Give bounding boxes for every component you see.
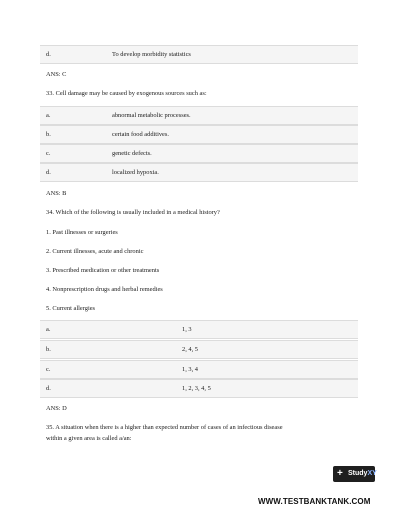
- option-text: 1, 3, 4: [182, 366, 198, 373]
- option-label: b.: [46, 131, 51, 138]
- q33-option-b: [40, 125, 358, 144]
- q34-item-3: 3. Prescribed medication or other treatments: [46, 267, 160, 274]
- studyxy-logo-badge[interactable]: [333, 466, 375, 482]
- brand-accent: XY: [367, 470, 377, 477]
- q35-question-line-2: within a given area is called a/an:: [46, 435, 132, 442]
- option-label: d.: [46, 51, 51, 58]
- q35-question-line-1: 35. A situation when there is a higher than expected number of cases of an infectious disease: [46, 424, 283, 431]
- q32-option-d: [40, 45, 358, 64]
- option-label: c.: [46, 366, 51, 373]
- option-label: c.: [46, 150, 51, 157]
- q34-item-1: 1. Past illnesses or surgeries: [46, 229, 118, 236]
- q34-item-5: 5. Current allergies: [46, 305, 96, 312]
- q34-option-c: [40, 360, 358, 379]
- option-text: 1, 2, 3, 4, 5: [182, 385, 211, 392]
- q34-item-4: 4. Nonprescription drugs and herbal remedies: [46, 286, 163, 293]
- option-text: 2, 4, 5: [182, 346, 198, 353]
- option-text: 1, 3: [182, 326, 192, 333]
- option-label: d.: [46, 169, 51, 176]
- option-text: abnormal metabolic processes.: [112, 112, 191, 119]
- q32-answer: ANS: C: [46, 71, 67, 78]
- q33-option-a: [40, 106, 358, 125]
- option-text: certain food additives.: [112, 131, 169, 138]
- option-label: a.: [46, 112, 51, 119]
- q34-question: 34. Which of the following is usually included in a medical history?: [46, 209, 220, 216]
- q34-option-d: [40, 379, 358, 398]
- brand-text: [348, 466, 377, 482]
- option-label: d.: [46, 385, 51, 392]
- brand-name: Study: [348, 470, 368, 477]
- footer-site-url: WWW.TESTBANKTANK.COM: [258, 497, 371, 506]
- q33-option-c: [40, 144, 358, 163]
- plus-icon: +: [337, 468, 343, 479]
- q34-option-b: [40, 340, 358, 359]
- option-text: localized hypoxia.: [112, 169, 159, 176]
- q33-answer: ANS: B: [46, 190, 67, 197]
- q34-answer: ANS: D: [46, 405, 67, 412]
- option-text: genetic defects.: [112, 150, 152, 157]
- option-label: a.: [46, 326, 51, 333]
- option-text: To develop morbidity statistics: [112, 51, 191, 58]
- q34-item-2: 2. Current illnesses, acute and chronic: [46, 248, 144, 255]
- q34-option-a: [40, 320, 358, 339]
- q33-question: 33. Cell damage may be caused by exogenous sources such as:: [46, 90, 207, 97]
- q33-option-d: [40, 163, 358, 182]
- option-label: b.: [46, 346, 51, 353]
